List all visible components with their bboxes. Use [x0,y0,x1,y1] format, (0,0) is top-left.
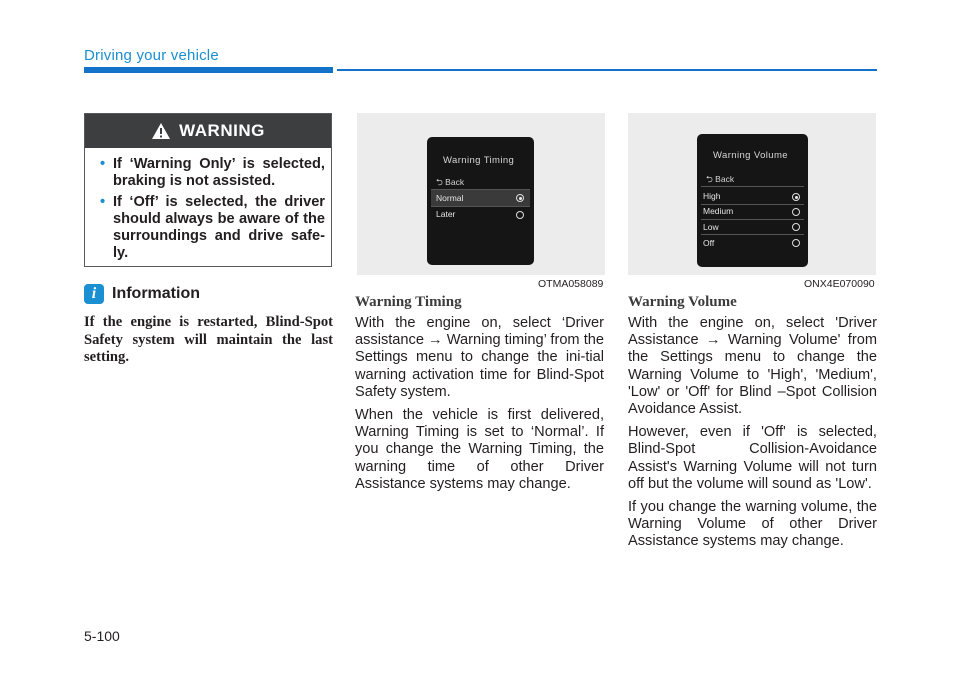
info-title: Information [112,285,200,302]
display-divider [701,219,804,220]
radio-empty-icon [792,223,800,231]
display-row-label: Later [436,209,456,219]
display-row-label: High [703,191,721,201]
section-title: Driving your vehicle [84,47,219,64]
display-row-label: Off [703,238,715,248]
warning-timing-screen-image [357,113,605,275]
header-rule [337,69,877,71]
info-text: If the engine is restarted, Blind-Spot Safety system will maintain the last setting. [84,314,333,365]
warning-item: • If ‘Warning Only’ is selected, braking is not assisted. [103,156,325,190]
display-divider [701,204,804,205]
display-back: ⮌ Back [436,177,465,187]
info-icon: i [84,284,104,304]
header-bar [84,67,333,73]
article-body [628,315,877,557]
display-divider [701,234,804,235]
image-code: OTMA058089 [538,278,604,290]
article-paragraph: With the engine on, select ‘Driver assistance → Warning timing’ from the Settings menu to change the ini-tial warning activation time for Blind-Spot Safety system. [355,315,604,400]
radio-selected-icon [792,193,800,201]
display-divider [701,186,804,187]
article-paragraph: However, even if 'Off' is selected, Blind-Spot Collision-Avoidance Assist's Warning Volume will not turn off but the volume will sound as 'Low'. [628,424,877,492]
article-heading: Warning Volume [628,294,737,310]
display-row-label: Medium [703,206,734,216]
warning-triangle-icon [151,122,171,140]
display-row-label: Normal [436,193,464,203]
warning-item: • If ‘Off’ is selected, the driver should always be aware of the surroundings and drive safe-ly. [103,194,325,262]
article-paragraph: When the vehicle is first delivered, Warning Timing is set to ‘Normal’. If you change the Warning Timing, the warning time of other Driver Assistance systems may change. [355,407,604,492]
article-body [355,315,604,499]
warning-header [85,114,331,148]
warning-label: WARNING [179,121,265,140]
warning-volume-screen-image [628,113,876,275]
image-code: ONX4E070090 [804,278,875,290]
cluster-display [697,134,808,267]
radio-empty-icon [792,208,800,216]
cluster-display [427,137,534,265]
warning-list [103,156,325,266]
page-number: 5-100 [84,628,120,644]
display-title: Warning Volume [713,150,788,161]
display-divider [431,206,530,207]
article-paragraph: With the engine on, select 'Driver Assistance → Warning Volume' from the Settings menu to change the Warning Volume to 'High', 'Medium', 'Low' or 'Off' for Blind –Spot Collision Avoidance Assist. [628,315,877,418]
radio-empty-icon [792,239,800,247]
radio-selected-icon [516,194,524,202]
display-back: ⮌ Back [706,174,735,184]
warning-box [84,113,332,267]
article-heading: Warning Timing [355,294,462,310]
radio-empty-icon [516,211,524,219]
display-title: Warning Timing [443,155,515,166]
display-row-label: Low [703,222,719,232]
article-paragraph: If you change the warning volume, the Warning Volume of other Driver Assistance systems may change. [628,499,877,550]
